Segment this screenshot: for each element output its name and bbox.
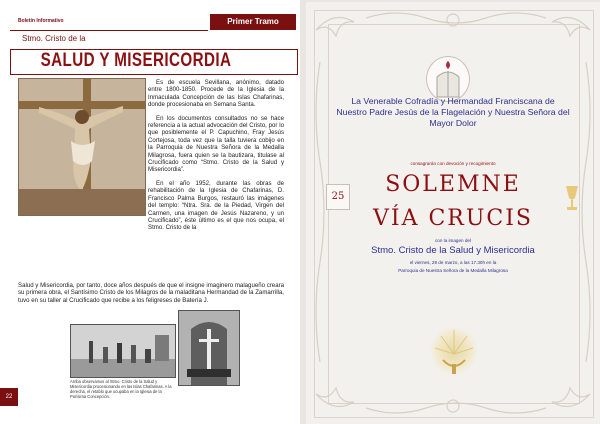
photo-caption: Arriba observamos al Stmo. Cristo de la Salud y Misericordia procesionando en las Islas Chafarinas. A la derecha, el retablo que ocupaba en la Iglesia de la Purísima Concepción. bbox=[70, 379, 172, 399]
paragraph-full-width: Salud y Misericordia, por tanto, doce años después de que el insigne imaginero malagueño creara su primera obra, el Santísimo Cristo de los Milagros de la maladitana Hermandad de la Zamarrilla, tuvo en su taller al Crucificado que recibe a los feligreses de Batería J. bbox=[18, 282, 284, 304]
event-title bbox=[336, 168, 570, 236]
anniversary-number: 25 bbox=[331, 191, 345, 202]
event-title-line1: SOLEMNE bbox=[385, 172, 521, 197]
with-image-line: con la imagen del bbox=[434, 238, 471, 243]
consecrated-line: consagrarán con devoción y recogimiento bbox=[410, 161, 496, 166]
article-body-column bbox=[148, 79, 284, 238]
event-details bbox=[336, 259, 570, 275]
emblem-icon bbox=[427, 57, 469, 101]
altar-illustration bbox=[179, 311, 239, 385]
right-page-poster bbox=[306, 2, 600, 424]
article-title: SALUD Y MISERICORDIA bbox=[40, 50, 232, 71]
crucifix-photo bbox=[18, 78, 146, 216]
paragraph-2: En los documentos consultados no se hace referencia a la actual advocación del Cristo, por lo que posiblemente el P. Capuchino, Fray Jesús Cortejosa, toda vez que la talla tuviera cobijo en la Parroquia de Nuestra Señora de la Medalla Milagrosa, fuera quien se la bautizara, titulase al Crucificado como “Stmo. Cristo de la Salud y Misericordia”. bbox=[148, 114, 284, 174]
place-line: Parroquia de Nuestra Señora de la Medalla Milagrosa bbox=[398, 268, 508, 273]
monstrance-icon bbox=[431, 324, 477, 380]
procession-illustration bbox=[71, 325, 175, 377]
date-line: el viernes, 29 de marzo, a las 17.30h en la bbox=[409, 260, 497, 265]
brotherhood-name: La Venerable Cofradía y Hermandad Franciscana de Nuestro Padre Jesús de la Flagelación y Nuestra Señora del Mayor Dolor bbox=[336, 96, 570, 128]
crucifix-illustration bbox=[19, 79, 145, 215]
image-name: Stmo. Cristo de la Salud y Misericordia bbox=[371, 245, 535, 256]
procession-photo bbox=[70, 324, 176, 378]
header-section-tab: Primer Tramo bbox=[210, 14, 296, 30]
paragraph-1: Es de escuela Sevillana, anónimo, datado entre 1800-1850. Procede de la Iglesia de la Inmaculada Concepción de las Islas Chafarinas, donde procesionaba en Semana Santa. bbox=[148, 79, 284, 109]
event-title-line2: VÍA CRUCIS bbox=[373, 206, 533, 231]
paragraph-3: En el año 1952, durante las obras de rehabilitación de la Iglesia de Chafarinas, D. Francisco Palma Burgos, restauró las imágenes del templo: “Ntra. Sra. de la Piedad, Virgen del Carmen, una imagen de Jesús Nazareno, y un Crucificado”, éste último es el que nos ocupa, el Stmo. Cristo de la bbox=[148, 179, 284, 232]
header-publication: Boletín Informativo bbox=[18, 18, 64, 24]
page-number: 22 bbox=[0, 388, 18, 406]
article-kicker: Stmo. Cristo de la bbox=[22, 34, 86, 43]
altar-photo bbox=[178, 310, 240, 386]
page-header bbox=[0, 14, 296, 30]
